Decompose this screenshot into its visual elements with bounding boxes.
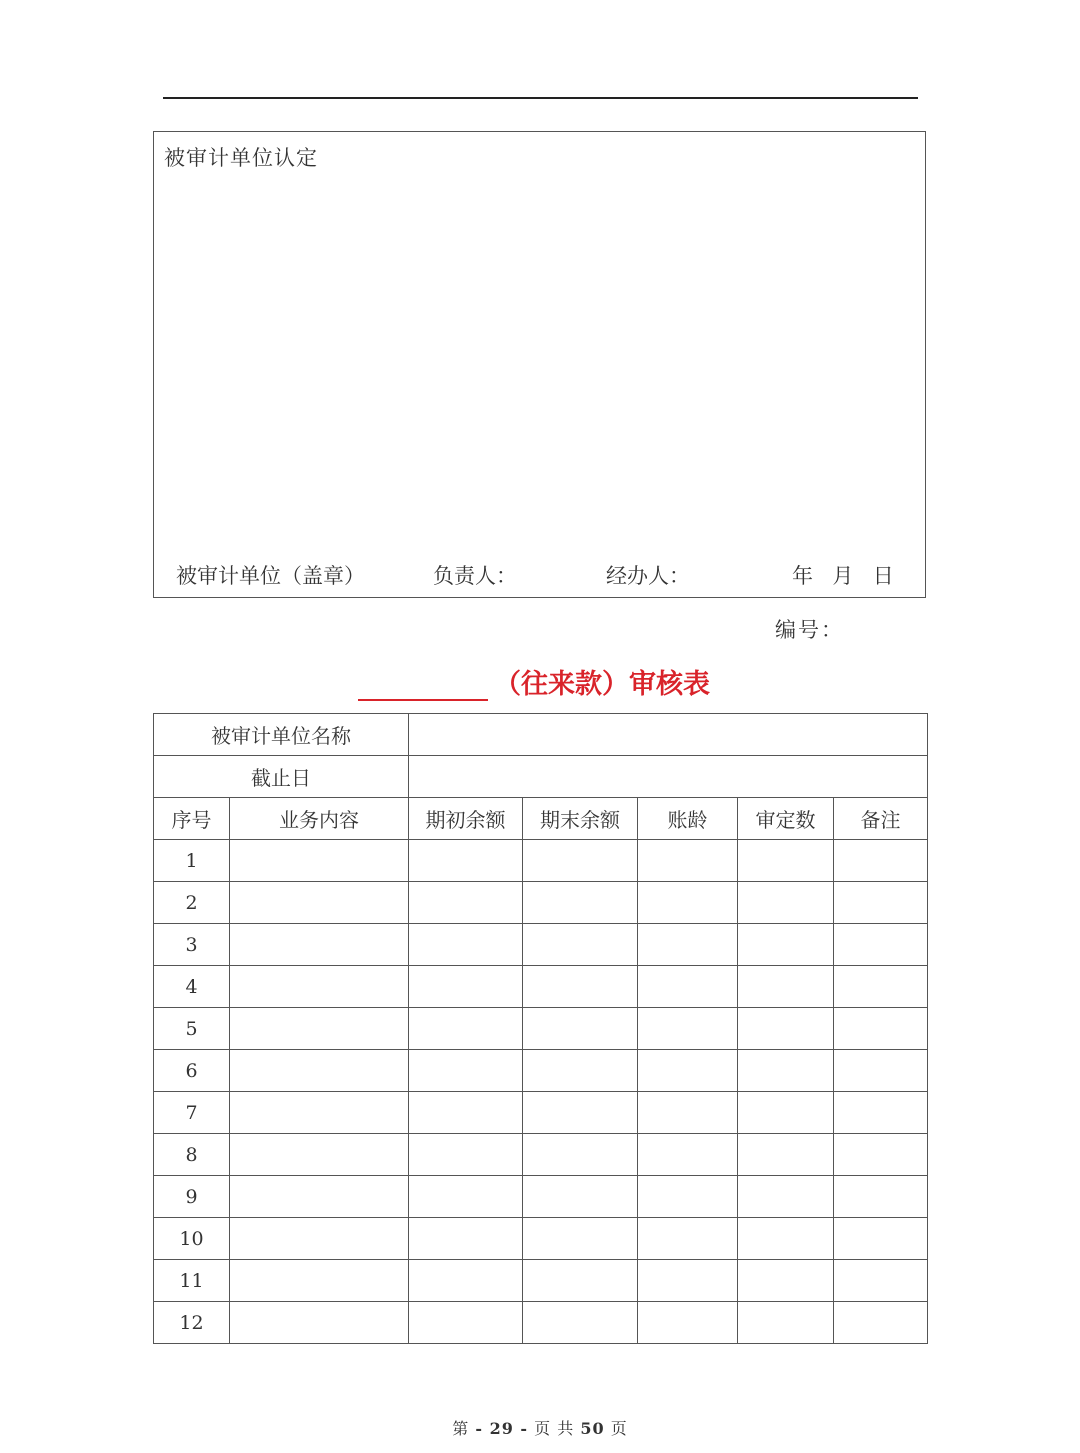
row-number: 10: [154, 1218, 230, 1260]
table-cell[interactable]: [738, 1302, 834, 1344]
table-cell[interactable]: [230, 1218, 409, 1260]
table-cell[interactable]: [834, 1134, 928, 1176]
table-cell[interactable]: [638, 1176, 738, 1218]
header-audited-amount: 审定数: [738, 798, 834, 840]
table-cell[interactable]: [638, 840, 738, 882]
handler-label: 经办人：: [606, 564, 690, 588]
table-cell[interactable]: [638, 1092, 738, 1134]
table-cell[interactable]: [230, 1008, 409, 1050]
table-cell[interactable]: [738, 882, 834, 924]
date-label: 年 月 日: [792, 564, 896, 588]
table-cell[interactable]: [409, 882, 523, 924]
table-cell[interactable]: [738, 1092, 834, 1134]
table-cell[interactable]: [738, 1134, 834, 1176]
table-cell[interactable]: [834, 1260, 928, 1302]
table-cell[interactable]: [638, 1218, 738, 1260]
table-row: [154, 1008, 928, 1050]
footer-prefix: 第: [452, 1419, 470, 1438]
table-cell[interactable]: [409, 1260, 523, 1302]
unit-name-label: 被审计单位名称: [154, 714, 409, 756]
row-number: 12: [154, 1302, 230, 1344]
deadline-row: [154, 756, 928, 798]
header-row: [154, 798, 928, 840]
leader-label: 负责人：: [433, 564, 517, 588]
table-cell[interactable]: [523, 1302, 638, 1344]
table-cell[interactable]: [409, 1134, 523, 1176]
row-number: 1: [154, 840, 230, 882]
table-row: [154, 1302, 928, 1344]
table-cell[interactable]: [834, 966, 928, 1008]
footer-middle: 页 共: [534, 1419, 575, 1438]
table-cell[interactable]: [523, 1176, 638, 1218]
table-cell[interactable]: [834, 924, 928, 966]
table-cell[interactable]: [638, 1302, 738, 1344]
confirmation-title: 被审计单位认定: [164, 146, 318, 170]
table-row: [154, 1218, 928, 1260]
table-cell[interactable]: [834, 1176, 928, 1218]
table-cell[interactable]: [523, 1092, 638, 1134]
table-cell[interactable]: [230, 966, 409, 1008]
header-aging: 账龄: [638, 798, 738, 840]
table-cell[interactable]: [523, 1134, 638, 1176]
footer-page-number: - 29 -: [475, 1419, 529, 1438]
auditee-confirmation-box: [153, 131, 926, 598]
table-row: [154, 1176, 928, 1218]
row-number: 9: [154, 1176, 230, 1218]
page-footer: [0, 1416, 1080, 1439]
table-cell[interactable]: [834, 1050, 928, 1092]
table-cell[interactable]: [738, 966, 834, 1008]
table-row: [154, 924, 928, 966]
table-cell[interactable]: [230, 840, 409, 882]
header-closing-balance: 期末余额: [523, 798, 638, 840]
table-cell[interactable]: [409, 1218, 523, 1260]
table-cell[interactable]: [834, 1302, 928, 1344]
table-cell[interactable]: [523, 1260, 638, 1302]
table-row: [154, 1092, 928, 1134]
table-cell[interactable]: [523, 840, 638, 882]
table-row: [154, 882, 928, 924]
header-rule: [163, 97, 918, 99]
row-number: 3: [154, 924, 230, 966]
table-cell[interactable]: [230, 1260, 409, 1302]
table-cell[interactable]: [409, 1092, 523, 1134]
table-cell[interactable]: [834, 1092, 928, 1134]
table-cell[interactable]: [409, 1176, 523, 1218]
row-number: 2: [154, 882, 230, 924]
table-cell[interactable]: [738, 1260, 834, 1302]
title-blank-line: [358, 669, 488, 701]
table-cell[interactable]: [834, 1008, 928, 1050]
audit-table: [153, 713, 928, 1344]
table-cell[interactable]: [738, 924, 834, 966]
table-cell[interactable]: [230, 1176, 409, 1218]
table-cell[interactable]: [230, 924, 409, 966]
table-row: [154, 840, 928, 882]
table-cell[interactable]: [230, 882, 409, 924]
table-cell[interactable]: [523, 1218, 638, 1260]
serial-number-label: 编号：: [775, 618, 844, 642]
table-cell[interactable]: [230, 1134, 409, 1176]
table-cell[interactable]: [523, 924, 638, 966]
table-row: [154, 1134, 928, 1176]
table-cell[interactable]: [738, 1176, 834, 1218]
table-cell[interactable]: [638, 1050, 738, 1092]
header-business: 业务内容: [230, 798, 409, 840]
table-cell[interactable]: [523, 882, 638, 924]
table-cell[interactable]: [409, 966, 523, 1008]
header-remarks: 备注: [834, 798, 928, 840]
table-cell[interactable]: [523, 1050, 638, 1092]
table-cell[interactable]: [638, 1260, 738, 1302]
row-number: 7: [154, 1092, 230, 1134]
table-cell[interactable]: [409, 1008, 523, 1050]
table-row: [154, 1260, 928, 1302]
row-number: 11: [154, 1260, 230, 1302]
unit-name-row: [154, 714, 928, 756]
row-number: 5: [154, 1008, 230, 1050]
footer-total-pages: 50: [580, 1419, 605, 1438]
table-cell[interactable]: [638, 1008, 738, 1050]
table-cell[interactable]: [409, 840, 523, 882]
table-cell[interactable]: [738, 1218, 834, 1260]
row-number: 8: [154, 1134, 230, 1176]
footer-suffix: 页: [610, 1419, 628, 1438]
row-number: 6: [154, 1050, 230, 1092]
table-cell[interactable]: [523, 966, 638, 1008]
deadline-label: 截止日: [154, 756, 409, 798]
table-cell[interactable]: [230, 1050, 409, 1092]
table-cell[interactable]: [230, 1092, 409, 1134]
table-cell[interactable]: [834, 882, 928, 924]
unit-name-value[interactable]: [409, 714, 928, 756]
table-cell[interactable]: [834, 1218, 928, 1260]
table-cell[interactable]: [738, 840, 834, 882]
table-row: [154, 1050, 928, 1092]
table-cell[interactable]: [638, 882, 738, 924]
table-row: [154, 966, 928, 1008]
header-serial: 序号: [154, 798, 230, 840]
deadline-value[interactable]: [409, 756, 928, 798]
table-cell[interactable]: [738, 1008, 834, 1050]
table-cell[interactable]: [834, 840, 928, 882]
table-cell[interactable]: [738, 1050, 834, 1092]
header-opening-balance: 期初余额: [409, 798, 523, 840]
table-cell[interactable]: [638, 924, 738, 966]
table-cell[interactable]: [409, 924, 523, 966]
unit-seal-label: 被审计单位（盖章）: [176, 564, 365, 588]
table-cell[interactable]: [638, 1134, 738, 1176]
form-title: [358, 665, 710, 701]
table-cell[interactable]: [409, 1050, 523, 1092]
table-cell[interactable]: [523, 1008, 638, 1050]
row-number: 4: [154, 966, 230, 1008]
table-cell[interactable]: [638, 966, 738, 1008]
form-title-text: （往来款）审核表: [494, 669, 710, 700]
table-cell[interactable]: [230, 1302, 409, 1344]
table-cell[interactable]: [409, 1302, 523, 1344]
